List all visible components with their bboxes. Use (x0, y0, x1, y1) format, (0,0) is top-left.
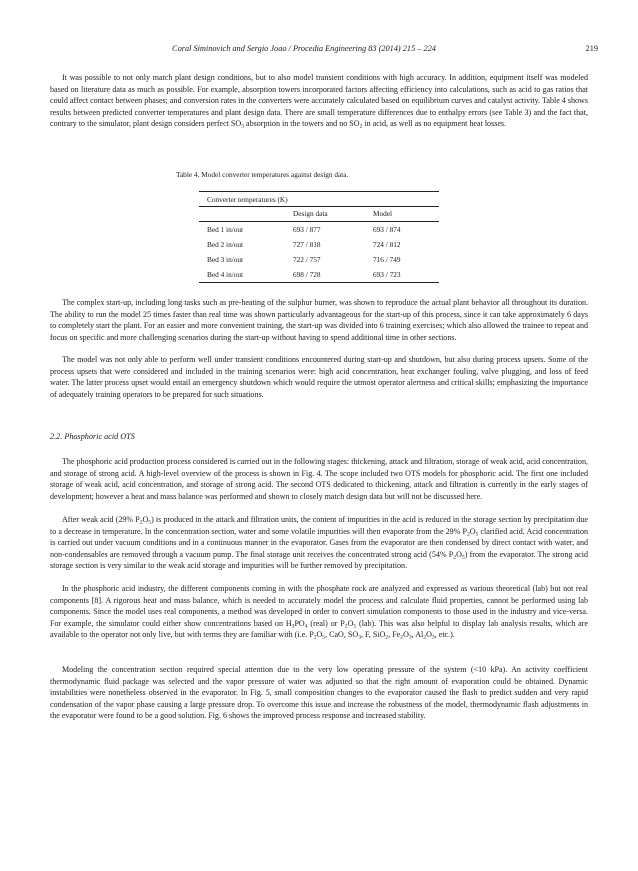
table-column-header: Model (365, 207, 439, 222)
table-cell: 693 / 874 (373, 224, 401, 234)
table-row (199, 221, 439, 237)
paragraph-process-upsets: The model was not only able to perform well under transient conditions encountered during start-up and shutdown, but also during process upsets. Some of the process upsets that were considered and included in the training scenarios were: high acid concentration, heat exchanger fouling, valve plugging, and loss of feed water. The latter process upset would entail an emergency shutdown which would require the utmost operator alertness and critical skills; emphasizing the importance of adequately training operators to be prepared for such situations. (50, 355, 588, 399)
table-cell: 693 / 877 (293, 224, 321, 234)
table-cell: 716 / 749 (373, 254, 401, 264)
table-column-header-row (199, 207, 439, 222)
section-heading: 2.2. Phosphoric acid OTS (50, 432, 135, 441)
running-head: Coral Siminovich and Sergio Joao / Procedia Engineering 83 (2014) 215 – 224 (172, 44, 436, 53)
table-column-header (199, 207, 285, 222)
paragraph-phosphoric-overview: The phosphoric acid production process considered is carried out in the following stages: thickening, attack and filtration, storage of weak acid, acid concentration, and storage of strong acid. A high-level overview of the process is shown in Fig. 4. The scope included two OTS models for phosphoric acid. The first one included storage of weak acid, acid concentration, and storage of strong acid. The second OTS dedicated to thickening, attack and filtration is currently in the early stages of development; however a heat and mass balance was performed and shown to closely match design data but will not be discussed here. (50, 457, 588, 501)
table-row (199, 237, 439, 252)
paragraph-components: In the phosphoric acid industry, the different components coming in with the phosphate rock are analyzed and expressed as various theoretical (lab) but not real components [8]. A rigorous heat and mass balance, which is needed to accurately model the process and calculate fluid properties, cannot be performed using lab components. Since the model uses real components, a method was developed in order to convert simulation components to those used in the industry and vice-versa. For example, the simulator could either show concentrations based on $H_3PO_4$ (real) or $P_2O_5$ (lab). This was also helpful to display lab analysis results, which are available to the operator not only live, but with terms they are familiar with (i.e. $P_2O_5$, CaO, $SO_3$, F, SiO$_2$, $Fe_2O_3$, $Al_2O_3$, etc.). (50, 584, 589, 641)
table-caption: Table 4. Model converter temperatures against design data. (176, 170, 349, 179)
table-cell: 722 / 757 (293, 254, 321, 264)
table-group-header-row (199, 192, 439, 207)
paragraph-concentration-modeling: Modeling the concentration section required special attention due to the very low operating pressure of the system (<10 kPa). An activity coefficient thermodynamic fluid package was selected and the vapor pressure of water was adjusted so that the right amount of evaporation could be obtained. Dynamic instabilities were nonetheless observed in the evaporator. In Fig. 5, small composition changes to the evaporator caused the flash to predict sudden and very rapid condensation of the vapor phase causing a large pressure drop. To overcome this issue and increase the robustness of the model, thermodynamic flash adjustments in the evaporator were found to be a good solution. Fig. 6 shows the improved process response and increased stability. (50, 665, 588, 720)
table-cell: Bed 1 in/out (207, 224, 244, 234)
table-cell: 698 / 728 (285, 267, 365, 283)
table-row (199, 252, 439, 267)
paragraph-start-up: The complex start-up, including long tasks such as pre-heating of the sulphur burner, was shown to reproduce the actual plant behavior all throughout its duration. The ability to run the model 25 times faster than real time was shown particularly advantageous for the start-up of this process, since it can take approximately 6 days to completely start the plant. For an easier and more convenient training, the start-up was divided into 6 training exercises; which also allowed the trainee to repeat and focus on specific and more challenging scenarios during the start-up without having to spend additional time in other sections. (50, 298, 588, 342)
page-number: 219 (585, 44, 598, 53)
table-cell: 727 / 818 (293, 239, 321, 249)
table-cell: Bed 4 in/out (199, 267, 285, 283)
table-group-header: Converter temperatures (K) (199, 192, 439, 207)
paragraph-model-accuracy: It was possible to not only match plant design conditions, but to also model transient conditions with high accuracy. In addition, equipment itself was modeled based on literature data as much as possible. For example, absorption towers incorporated factors affecting efficiency into calculations, such as acid to gas ratios that could affect contact between phases; and conversion rates in the converters were accurately calculated based on equilibrium curves and catalyst activity. Table 4 shows results between predicted converter temperatures and plant design data. There are small temperature differences due to enthalpy errors (see Table 3) and the fact that, contrary to the simulator, plant design considers perfect $SO_3$ absorption in the towers and no $SO_2$ in acid, as well as no equipment heat losses. (50, 73, 588, 130)
table-column-header: Design data (285, 207, 365, 222)
table-cell: 693 / 723 (365, 267, 439, 283)
converter-temperature-table (199, 191, 439, 283)
table-row (199, 267, 439, 283)
table-cell: Bed 2 in/out (207, 239, 244, 249)
table-cell: 724 / 812 (373, 239, 401, 249)
table-cell: Bed 3 in/out (207, 254, 244, 264)
paragraph-weak-acid: After weak acid (29% $P_2O_5$) is produced in the attack and filtration units, the content of impurities in the acid is reduced in the storage section by precipitation due to a decrease in temperature. In the concentration section, water and some volatile impurities will then evaporate from the 29% $P_2O_5$ clarified acid. Acid concentration is carried out under vacuum conditions and in a continuous manner in the evaporator. Gases from the evaporator are then condensed by direct contact with water, and non-condensables are removed through a vacuum pump. The final storage unit receives the concentrated strong acid (54% $P_2O_5$) from the evaporator. The strong acid storage section is very similar to the weak acid storage and impurities will be further removed by precipitation. (50, 515, 588, 570)
running-header (50, 44, 598, 56)
